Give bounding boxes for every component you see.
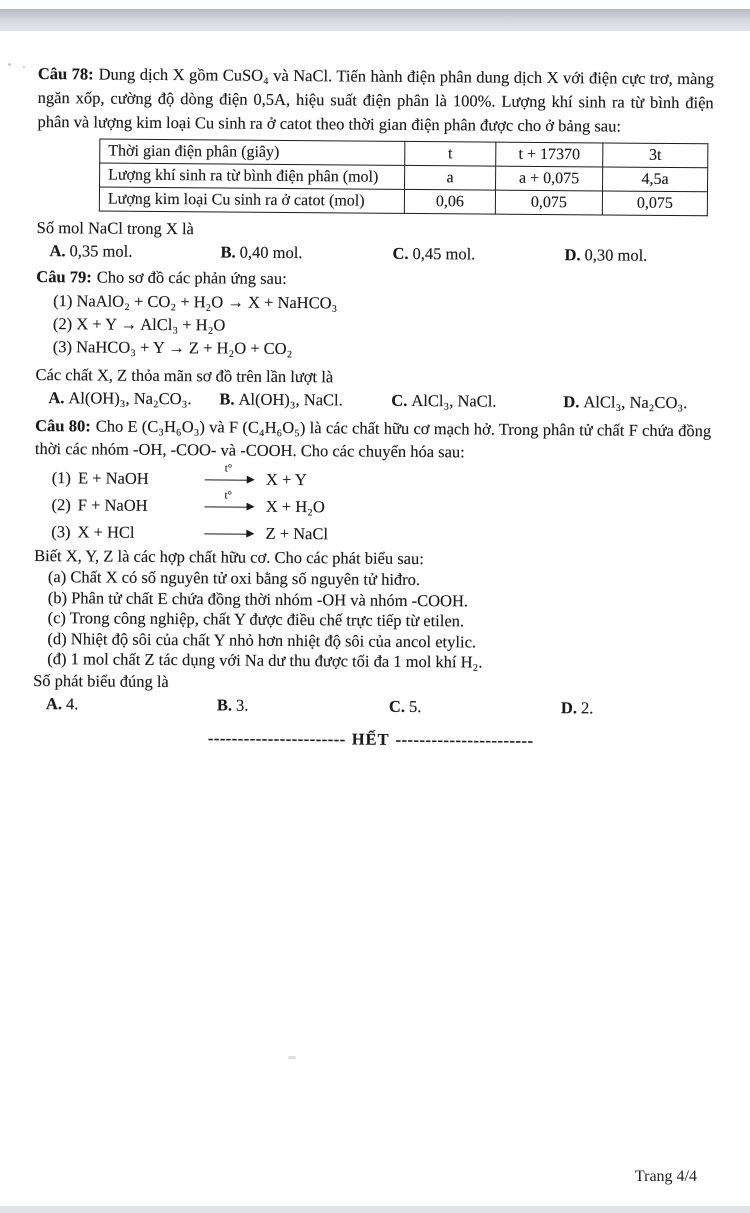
option-b: B. Al(OH)₃, NaCl. [219,389,343,410]
scan-artifact-bottom-band [0,1206,750,1213]
question-80-intro [35,414,711,465]
statement-dd: (đ) 1 mol chất Z tác dụng với Na dư thu được tối đa 1 mol khí H₂. [47,649,483,672]
question-80-text: Cho E (C₃H₆O₃) và F (C₄H₆O₅) là các chất hữu cơ mạch hở. Trong phân tử chất F chứa đồng thời các nhóm -OH, -COO- và -COOH. Cho các chuyển hóa sau: [34,416,712,462]
option-c: C. 0,45 mol. [392,243,476,264]
reaction-arrow-icon: t° [198,478,260,480]
option-b: B. 3. [216,694,249,715]
scan-speck [8,63,11,66]
question-78-label: Câu 78: [37,63,94,84]
electrolysis-data-table [99,138,709,216]
reaction-1: (1) E + NaOH t° X + Y [51,462,307,489]
table-cell: t + 17370 [496,142,603,167]
scan-artifact-top-band [0,9,750,31]
option-c: C. AlCl₃, NaCl. [391,390,497,411]
option-d: D. AlCl₃, Na₂CO₃. [563,392,688,413]
exam-content [33,62,714,754]
end-word: HẾT [351,728,390,749]
question-78-text: Dung dịch X gồm CuSO₄ và NaCl. Tiến hành điện phân dung dịch X với điện cực trơ, màng ngăn xốp, cường độ dòng điện 0,5A, hiệu suất điện phân là 100%. Lượng khí sinh ra từ bình điện phân và lượng kim loại Cu sinh ra ở catot theo thời gian điện phân được cho ở bảng sau: [37,64,714,136]
question-80-label: Câu 80: [35,415,91,436]
statement-c: (c) Trong công nghiệp, chất Y được điều chế trực tiếp từ etilen. [47,608,465,631]
question-78-options [36,239,712,267]
question-79-stem: Các chất X, Z thỏa mãn sơ đồ trên lần lượt là [35,364,334,387]
statement-a: (a) Chất X có số nguyên tử oxi bằng số nguyên tử hiđro. [47,567,421,590]
page-number: Trang 4/4 [634,1168,697,1185]
statement-d: (d) Nhiệt độ sôi của chất Y nhỏ hơn nhiệt độ sôi của ancol etylic. [47,628,477,651]
question-80-note: Biết X, Y, Z là các hợp chất hữu cơ. Cho các phát biểu sau: [34,545,424,569]
question-78-stem: Số mol NaCl trong X là [36,217,194,239]
question-79-label: Câu 79: [36,266,92,287]
reaction-3: (3) X + HCl Z + NaCl [51,521,329,543]
option-d: D. 2. [560,697,594,717]
table-cell: a + 0,075 [496,166,603,191]
option-a: A. 4. [45,693,79,713]
option-a: A. 0,35 mol. [49,241,133,261]
equation-1: (1) NaAlO₂ + CO₂ + H₂O → X + NaHCO₃ [53,291,338,313]
question-80-stem: Số phát biểu đúng là [33,670,169,691]
table-cell: 4,5a [603,167,708,192]
end-of-exam-line: ----------------------- HẾT ----------------------- [207,727,534,750]
reaction-arrow-icon [198,532,260,534]
table-cell: Thời gian điện phân (giây) [100,139,405,165]
option-a: A. Al(OH)₃, Na₂CO₃. [48,388,192,409]
reaction-arrow-icon: t° [198,505,260,507]
table-cell: 0,075 [602,191,707,216]
table-cell: a [405,165,496,190]
question-80-reactions [34,464,711,550]
question-80-options [33,691,709,719]
equation-3: (3) NaHCO₃ + Y → Z + H₂O + CO₂ [52,337,293,359]
table-cell: Lượng kim loại Cu sinh ra ở catot (mol) [99,187,404,213]
scan-speck [288,1056,296,1059]
table-cell: Lượng khí sinh ra từ bình điện phân (mol) [100,163,405,189]
question-80-statements [33,567,710,675]
question-79-text: Cho sơ đồ các phản ứng sau: [96,267,287,288]
table-cell: t [405,141,496,166]
question-78-intro [37,62,714,139]
table-cell: 0,06 [404,189,495,214]
option-c: C. 5. [388,696,422,716]
table-row [99,187,707,216]
table-cell: 0,075 [495,190,602,215]
scan-speck [23,66,25,68]
reaction-2: (2) F + NaOH t° X + H₂O [51,489,325,516]
table-cell: 3t [603,143,708,168]
option-b: B. 0,40 mol. [220,242,303,263]
equation-2: (2) X + Y → AlCl₃ + H₂O [52,314,226,335]
option-d: D. 0,30 mol. [564,245,648,265]
statement-b: (b) Phân tử chất E chứa đồng thời nhóm -OH và nhóm -COOH. [47,587,469,610]
question-79-options [35,386,711,414]
